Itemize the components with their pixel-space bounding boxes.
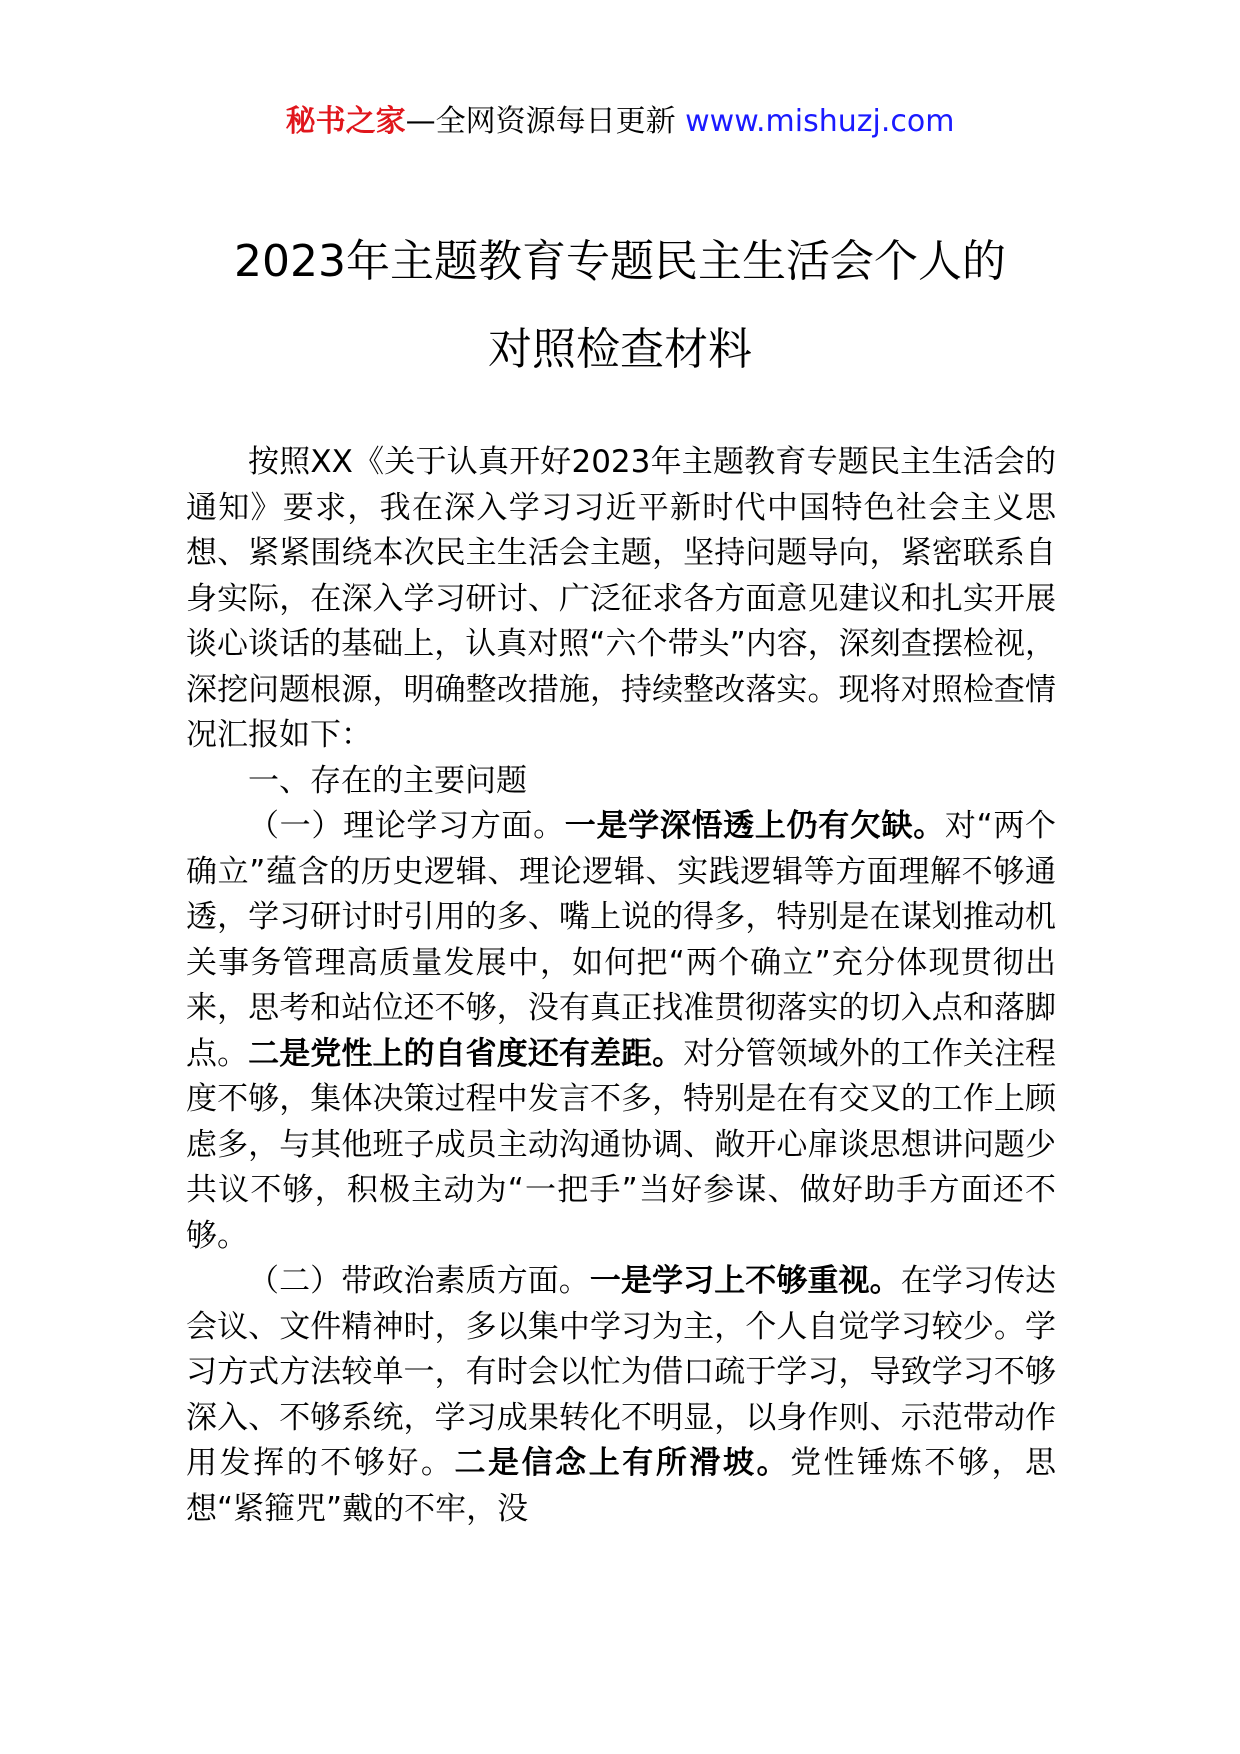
paragraph-political-quality <box>186 1259 1056 1532</box>
intro-paragraph: 按照XX《关于认真开好2023年主题教育专题民主生活会的通知》要求，我在深入学习习近平新时代中国特色社会主义思想、紧紧围绕本次民主生活会主题，坚持问题导向，紧密联系自身实际，在深入学习研讨、广泛征求各方面意见建议和扎实开展谈心谈话的基础上，认真对照“六个带头”内容，深刻查摆检视，深挖问题根源，明确整改措施，持续整改落实。现将对照检查情况汇报如下： <box>186 444 1056 753</box>
subsection-lead-theory: （一）理论学习方面。 <box>248 808 565 844</box>
point-1-text: 对“两个确立”蕴含的历史逻辑、理论逻辑、实践逻辑等方面理解不够通透，学习研讨时引用的多、嘴上说的得多，特别是在谋划推动机关事务管理高质量发展中，如何把“两个确立”充分体现贯彻出来，思考和站位还不够，没有真正找准贯彻落实的切入点和落脚点。 <box>186 808 1057 1072</box>
bold-point-4: 二是信念上有所滑坡。 <box>454 1445 791 1481</box>
site-header <box>0 100 1240 144</box>
bold-point-3: 一是学习上不够重视。 <box>589 1263 901 1299</box>
section-heading-problems: 一、存在的主要问题 <box>248 762 527 799</box>
document-title-line-2: 对照检查材料 <box>488 324 752 375</box>
bold-point-2: 二是党性上的自省度还有差距。 <box>248 1035 684 1072</box>
document-title-line-1: 2023年主题教育专题民主生活会个人的 <box>234 236 1006 287</box>
site-name: 秘书之家 <box>285 104 406 139</box>
document-body <box>186 440 1056 1532</box>
site-url-link[interactable]: www.mishuzj.com <box>685 104 955 139</box>
point-3-text: 在学习传达会议、文件精神时，多以集中学习为主，个人自觉学习较少。学习方式方法较单一，有时会以忙为借口疏于学习，导致学习不够深入、不够系统，学习成果转化不明显，以身作则、示范带动作用发挥的不够好。 <box>186 1263 1057 1481</box>
paragraph-theory-study <box>186 804 1056 1259</box>
point-2-text: 对分管领域外的工作关注程度不够，集体决策过程中发言不多，特别是在有交叉的工作上顾虑多，与其他班子成员主动沟通协调、敞开心扉谈思想讲问题少共议不够，积极主动为“一把手”当好参谋、做好助手方面还不够。 <box>186 1035 1057 1254</box>
point-4-text: 党性锤炼不够，思想“紧箍咒”戴的不牢，没 <box>186 1445 1057 1527</box>
subsection-lead-political: （二）带政治素质方面。 <box>248 1263 590 1299</box>
bold-point-1: 一是学深悟透上仍有欠缺。 <box>564 808 945 844</box>
site-tagline: —全网资源每日更新 <box>405 104 686 139</box>
